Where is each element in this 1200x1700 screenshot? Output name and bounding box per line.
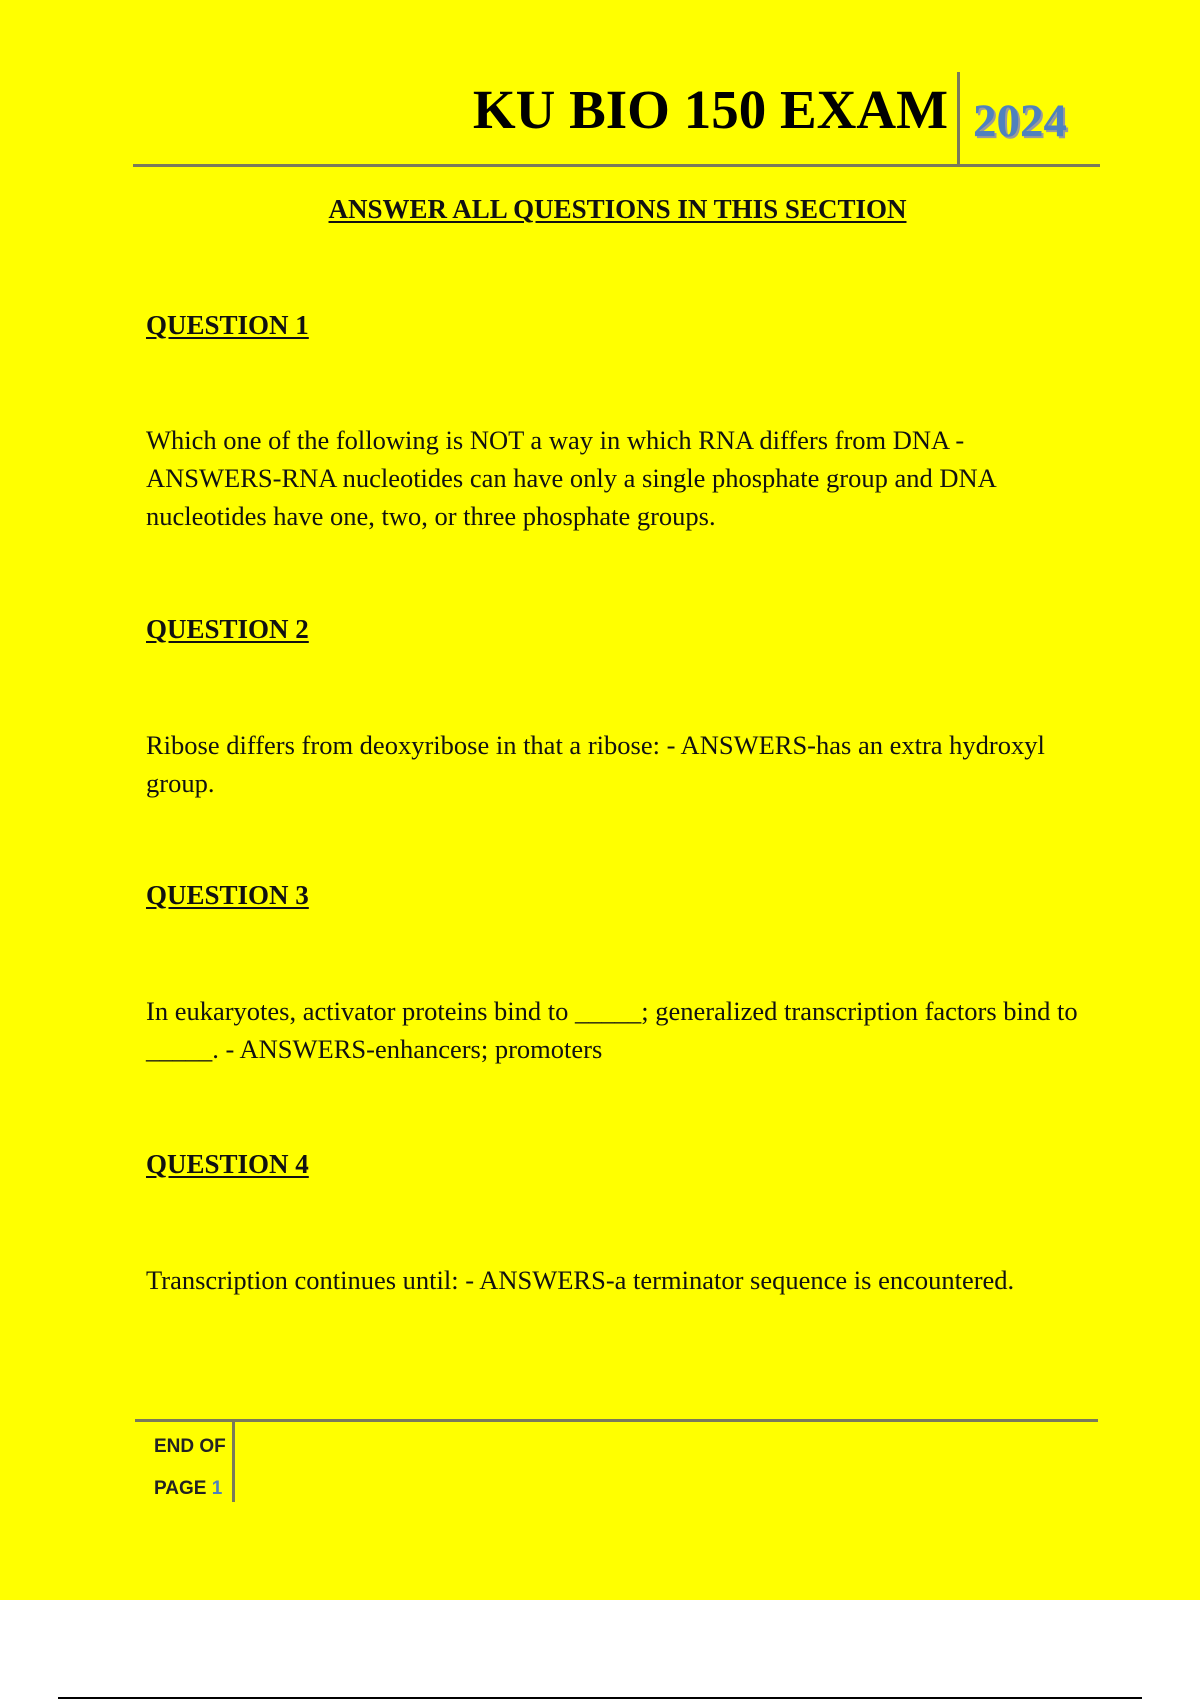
page-footer: [135, 1419, 1098, 1502]
footer-line-1: END OF: [154, 1436, 226, 1457]
question-3-heading: QUESTION 3: [146, 880, 309, 910]
footer-line-2: [154, 1468, 234, 1510]
footer-page-number: 1: [211, 1478, 223, 1499]
exam-year: 2024: [973, 95, 1067, 147]
end-of-page-label: [154, 1426, 234, 1510]
section-heading: ANSWER ALL QUESTIONS IN THIS SECTION: [328, 194, 907, 224]
bottom-rule: [58, 1697, 1142, 1699]
header-divider: [957, 72, 960, 164]
footer-divider: [232, 1422, 235, 1502]
question-2-text: Ribose differs from deoxyribose in that a ribose: - ANSWERS-has an extra hydroxyl group.: [146, 730, 1045, 798]
question-1-heading: QUESTION 1: [146, 310, 309, 340]
question-3-text: In eukaryotes, activator proteins bind to _____; generalized transcription factors bind to _____. - ANSWERS-enhancers; promoters: [146, 996, 1078, 1064]
exam-title: KU BIO 150 EXAM: [472, 79, 948, 140]
question-4-heading: QUESTION 4: [146, 1149, 309, 1179]
question-1-text: Which one of the following is NOT a way in which RNA differs from DNA - ANSWERS-RNA nucleotides can have only a single phosphate group and DNA nucleotides have one, two, or three phosphate groups.: [146, 425, 996, 531]
footer-page-word: PAGE: [154, 1478, 207, 1499]
question-4-text: Transcription continues until: - ANSWERS-a terminator sequence is encountered.: [146, 1265, 1015, 1295]
question-2-heading: QUESTION 2: [146, 614, 309, 644]
page-header: [133, 72, 1100, 167]
